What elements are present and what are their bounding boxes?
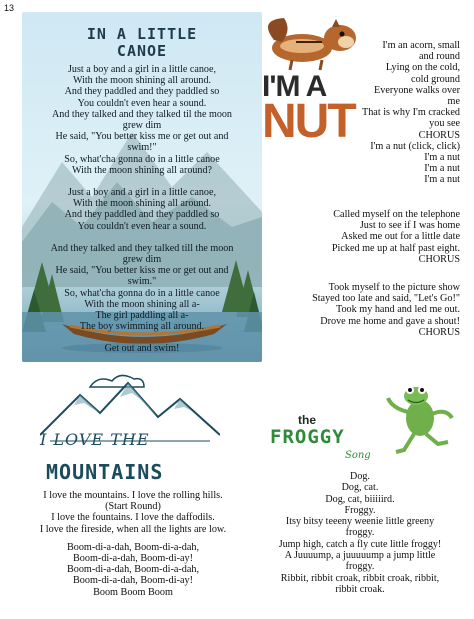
lyric-line: Took myself to the picture show [328, 282, 460, 293]
lyric-line: I'm a nut [424, 152, 460, 164]
lyric-line: With the moon shining all around. [72, 75, 212, 87]
lyric-line: And they talked and they talked till the moon [50, 242, 234, 254]
lyric-line: You couldn't even hear a sound. [77, 97, 207, 109]
lyric-line: So, what'cha gonna do in a little canoe [64, 287, 220, 299]
lyric-line: I love the fountains. I love the daffodils. [51, 512, 215, 524]
lyric-line: And they talked and they talked til the moon [52, 108, 232, 120]
lyric-line: Dog. [350, 471, 370, 482]
lyric-line: With the moon shining all a- [84, 298, 200, 310]
lyric-line: Lying on the cold, [385, 62, 460, 74]
lyric-line: Froggy. [344, 504, 376, 516]
lyric-line: Called myself on the telephone [333, 209, 460, 220]
lyric-line: swim." [127, 276, 157, 288]
lyric-line: I'm an acorn, small [382, 40, 460, 51]
lyric-line: Dog, cat, biiiiird. [325, 493, 395, 505]
lyric-line: Stayed too late and said, "Let's Go!" [312, 293, 460, 305]
lyric-line: froggy. [345, 561, 375, 573]
nut-title-line1: I'M A [262, 70, 327, 103]
lyric-line: Itsy bitsy teeeny weenie little greeny [285, 516, 435, 528]
nut-verse3 [255, 282, 460, 338]
lyric-line: The girl paddling all a- [95, 310, 189, 322]
lyric-line: Boom-di-a-dah, Boom-di-ay! [73, 575, 193, 587]
lyric-line: And they paddled and they paddled so [64, 86, 220, 98]
canoe-title-line2: CANOE [116, 42, 168, 60]
lyric-line: Everyone walks over [374, 84, 460, 96]
nut-verse1 [255, 40, 460, 186]
froggy-lyrics [262, 471, 458, 595]
lyric-line: cold ground [411, 73, 460, 85]
lyric-line: CHORUS [418, 129, 460, 141]
lyric-line: Dog, cat. [341, 482, 379, 494]
lyric-line: With the moon shining all around. [72, 198, 212, 210]
lyric-line: With the moon shining all around? [71, 164, 213, 176]
lyric-line: CHORUS [418, 326, 460, 338]
canoe-song-panel [22, 12, 262, 362]
froggy-title-suffix: Song [345, 450, 371, 461]
lyric-line: Took my hand and led me out. [335, 304, 460, 316]
lyric-line: He said, "You better kiss me or get out and [55, 265, 229, 277]
lyric-line: and round [418, 51, 460, 63]
lyric-line: I love the fireside, when all the lights are low. [39, 523, 227, 535]
lyric-line: The boy swimming all around. [79, 321, 205, 333]
mountains-title-line2: MOUNTAINS [46, 460, 164, 484]
nut-title-line2: NUT [262, 95, 355, 148]
mountains-title-line1: I LOVE THE [40, 430, 150, 449]
lyric-line: Picked me up at half past eight. [331, 242, 460, 254]
lyric-line: I love the mountains. I love the rolling hills. [43, 490, 223, 501]
lyric-line: Just to see if I was home [359, 220, 460, 232]
lyric-line: Boom-di-a-dah, Boom-di-a-dah, [66, 564, 200, 576]
lyric-line: So, what'cha gonna do in a little canoe [64, 153, 220, 165]
lyric-line: froggy. [345, 527, 375, 539]
lyric-line: CHORUS [418, 253, 460, 265]
lyric-line: ribbit croak. [335, 583, 385, 595]
lyric-line: A Juuuump, a juuuuump a jump little [284, 550, 436, 562]
lyric-line: Just a boy and a girl in a little canoe, [67, 187, 216, 199]
lyric-line: Drove me home and gave a shout! [320, 315, 460, 327]
lyric-line: Ribbit, ribbit croak, ribbit croak, ribbit, [280, 572, 440, 584]
lyric-line: That is why I'm cracked [361, 107, 460, 119]
lyric-line: I'm a nut [424, 163, 460, 175]
lyric-line: Jump high, catch a fly cute little froggy! [278, 538, 442, 550]
page-number: 13 [4, 3, 15, 13]
lyric-line: grew dim [122, 254, 162, 266]
lyric-line: Boom-di-a-dah, Boom-di-a-dah, [66, 541, 200, 553]
lyric-line: swim!" [127, 142, 157, 154]
canoe-title-line1: IN A LITTLE [86, 25, 198, 43]
lyric-line: I'm a nut [424, 174, 460, 186]
lyric-line: Get out and swim! [104, 343, 180, 355]
lyric-line: (Start Round) [105, 501, 161, 513]
lyric-line: You couldn't even hear a sound. [77, 220, 207, 232]
lyric-line: And they paddled and they paddled so [64, 209, 220, 221]
lyric-line: He said, "You better kiss me or get out and [55, 131, 229, 143]
frog-illustration [382, 378, 462, 458]
canoe-lyrics [28, 64, 256, 355]
nut-verse2 [255, 209, 460, 265]
lyric-line: I'm a nut (click, click) [370, 140, 460, 152]
lyric-line: Boom Boom Boom [93, 586, 173, 598]
lyric-line: grew dim [122, 120, 162, 132]
lyric-line: Asked me out for a little date [341, 231, 460, 243]
lyric-line: you see [429, 118, 460, 130]
froggy-title: FROGGY [270, 426, 345, 448]
lyric-line: Boom-di-a-dah, Boom-di-ay! [73, 553, 193, 565]
froggy-title-prefix: the [298, 413, 316, 427]
mountains-lyrics [10, 490, 256, 598]
lyric-line: me [447, 96, 460, 108]
lyric-line: Just a boy and a girl in a little canoe, [67, 64, 216, 75]
